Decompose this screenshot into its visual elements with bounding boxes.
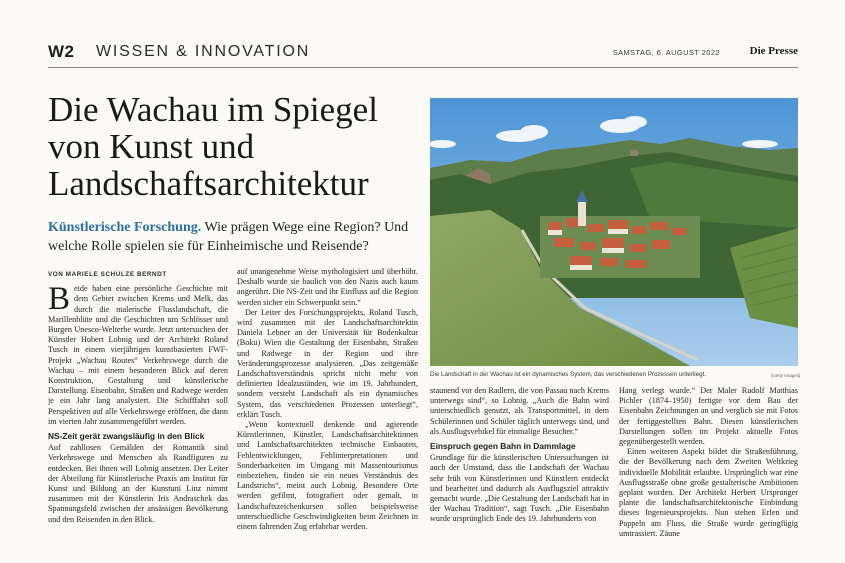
drop-cap: B: [48, 284, 71, 318]
lead-paragraph: [48, 284, 228, 427]
paragraph: Auf zahllosen Gemälden der Romantik sind Verkehrswege und Menschen als Randfiguren zu entdecken. Bei ihnen will Lobnig ansetzen. Der Leiter der Abteilung für Künstlerische Praxis am Institut für Kunst und Bildung an der Kunstuni Linz nimmt zusammen mit der Künstlerin Iris Andraschek das Spannungsfeld zwischen der ansässigen Bevölkerung und den Reisenden in den Blick.: [48, 443, 228, 524]
section-title: WISSEN & INNOVATION: [96, 43, 311, 60]
page-header: [48, 38, 798, 68]
paragraph: Hang verlegt wurde.“ Der Maler Rudolf Matthias Pichler (1874–1950) fertigte vor dem Bau der Eisenbahn Zeichnungen an und verglich sie mit Fotos der fertiggestellten Bahn. Diesen künstlerischen Darstellungen sollen im Projekt aktuelle Fotos gegenübergestellt werden.: [619, 386, 798, 447]
article-headline: Die Wachau im Spiegel von Kunst und Landschaftsarchitektur: [48, 90, 378, 203]
subheading: NS-Zeit gerät zwangsläufig in den Blick: [48, 431, 205, 442]
issue-date: SAMSTAG, 6. AUGUST 2022: [612, 48, 720, 57]
paragraph: eide haben eine persönliche Geschichte mit dem Gebiet zwischen Krems und Melk, das durch die malerische Flusslandschaft, die Marillenblüte und die Geschichten um Schlösser und Burgen Unesco-Welterbe wurde. Jetzt untersuchen der Künstler Hubert Lobnig und der Architekt Roland Tusch in einem vierjährigen kunstbasierten FWF-Projekt „Wachau Routes“ Verkehrswege durch die Wachau – mit einem besonderen Blick auf deren Konstruktion, Gestaltung und künstlerische Darstellung. Eisenbahn, Straßen und Radwege werden je ein Jahr lang analysiert. Die Schifffahrt soll Perspektiven auf alle Verkehrswege eröffnen, die dann im vierten Jahr zusammengeführt werden.: [48, 284, 228, 426]
page-number: W2: [48, 42, 75, 61]
article-column-4: [619, 386, 798, 563]
paragraph: staunend vor den Radlern, die von Passau nach Krems unterwegs sind“, so Lobnig. „Auch die Bahn wird unterschiedlich genutzt, als Transportmittel, in dem Schülerinnen und Schüler täglich unterwegs sind, und als Ausflugsvehikel für einmalige Besucher.“: [430, 386, 609, 436]
paragraph: Der Leiter des Forschungsprojekts, Roland Tusch, wird zusammen mit der Landschaftsarchitektin Daniela Lehner an der Universität für Bodenkultur (Boku) Wien die Gestaltung der Eisenbahn, Straßen und Radwege in der Region und ihre Veränderungsprozesse analysieren. „Das zeitgemäße Landschaftsverständnis spricht nicht mehr von definierten Idealzuständen, wie im 19. Jahrhundert, sondern versteht Landschaft als ein dynamisches System, das verschiedenen Prozessen unterliegt“, erklärt Tusch.: [237, 307, 418, 419]
article-photo: [430, 98, 798, 366]
article-column-3: [430, 386, 609, 563]
paragraph: auf unangenehme Weise mythologisiert und überhöht. Deshalb wurde sie baulich von den Nazis auch kaum angerührt. Die NS-Zeit und ihr Einfluss auf die Region werden sicher ein Schwerpunkt sein.“: [237, 267, 418, 307]
article-column-1: [48, 270, 228, 550]
photo-caption: Die Landschaft in der Wachau ist ein dynamisches System, das verschiedenen Prozessen unterliegt.: [430, 371, 706, 378]
wachau-landscape-illustration: [430, 98, 798, 366]
article-intro: [48, 218, 420, 256]
paragraph: Grundlage für die künstlerischen Untersuchungen ist auch der Umstand, dass die Landschaft der Wachau sehr früh von Künstlerinnen und Künstlern entdeckt und bearbeitet und dadurch als Ausflugsziel attraktiv gemacht wurde. „Die Gestaltung der Landschaft hat in der Wachau Tradition“, sagt Tusch. „Die Eisenbahn wurde ursprünglich Ende des 19. Jahrhunderts von: [430, 453, 609, 524]
paragraph: Einen weiteren Aspekt bildet die Straßenführung, die der Bevölkerung nach dem Zweiten Weltkrieg individuelle Mobilität erlaubte. Ursprünglich war eine Ausflugsstraße ohne große gestalterische Ambitionen geplant worden. Der Architekt Herbert Ursprunger plante die landschaftsarchitektonische Einbindung dieses Ingenieursprojekts. Nun stehen Erlen und Pappeln am Fluss, die Straße wurde geringfügig umtrassiert. Zäune: [619, 447, 798, 538]
photo-credit: [Getty Images]: [771, 373, 801, 378]
intro-text: Wie prägen Wege eine Region? Und welche Rolle spielen sie für Einheimische und Reisende?: [48, 220, 409, 254]
author-byline: VON MARIELE SCHULZE BERNDT: [48, 271, 167, 278]
article-column-2: [237, 267, 418, 563]
paragraph: „Wenn kontextuell denkende und agierende Künstlerinnen, Künstler, Landschaftsarchitektinnen und Landschaftsarchitekten technische Einbauten, Fehlentwicklungen, Fehlinterpretationen und Sonderbarkeiten im Umgang mit Massentourismus einbeziehen, finden sie ein neues Verständnis des Landstrichs“, meint auch Lobnig. Besondere Orte werden gefilmt, fotografiert oder gemalt, in Landschaftszeichenkursen sollen beispielsweise unterschiedliche Geschwindigkeiten beim Zeichnen in einem fahrenden Zug erfahrbar werden.: [237, 420, 418, 532]
publication-logo: Die Presse: [749, 45, 798, 57]
subheading: Einspruch gegen Bahn in Dammlage: [430, 441, 576, 452]
intro-kicker: Künstlerische Forschung.: [48, 220, 202, 235]
